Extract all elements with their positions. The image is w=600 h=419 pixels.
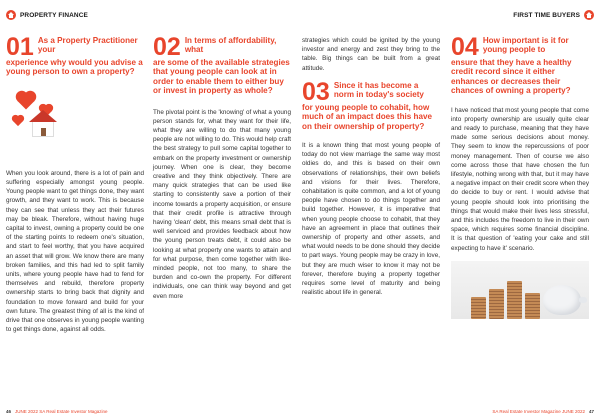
page-number: 47 [588, 409, 594, 414]
coins-piggy-bank-image [451, 261, 589, 319]
house-icon [32, 121, 54, 137]
question-heading-4 [451, 33, 589, 61]
question-text: Since it has become a norm in today's society [333, 80, 424, 100]
question-heading-3 [302, 77, 440, 106]
page-number: 46 [6, 409, 12, 414]
house-icon [584, 10, 594, 20]
coin-stack-icon [471, 297, 486, 319]
heart-icon [18, 92, 35, 109]
answer-body-4: I have noticed that most young people that come into property ownership are usually quite clear and ready to purchase, meaning that they have made some serious decisions about money. They seem to know the repercussions of poor money management. Then of course we also come across those that have chosen the fun lifestyle, nothing wrong with that, but it may have a negative impact on their credit score when they do decide to buy or rent. I would advise that young people should look into prioritising the things that would make their lives less stressful, and this includes the freedom to live in their own space, which requires some financial discipline. It is that question of 'eating your cake and still expecting to have it' scenario. [451, 106, 589, 252]
question-number: 03 [302, 77, 330, 106]
coin-stack-icon [525, 293, 540, 319]
section-title-right: FIRST TIME BUYERS [513, 11, 580, 19]
coin-stack-icon [507, 281, 522, 319]
question-number: 04 [451, 33, 479, 61]
question-text-continued: are some of the available strategies that young people can look at in order to enable them to either buy or invest in property as whole? [153, 58, 290, 96]
question-text-continued: ensure that they have a healthy credit record since it either enhances or decreases their chances of owning a property? [451, 58, 572, 96]
house-icon [6, 10, 16, 20]
question-number: 01 [6, 33, 34, 61]
question-heading-1 [6, 33, 144, 61]
question-text: In terms of affordability, what [184, 36, 277, 55]
footer-text: SA Real Estate Investor Magazine JUNE 2022 [492, 409, 585, 414]
question-text: How important is it for young people to [482, 36, 569, 55]
column-4 [451, 33, 589, 319]
question-text-continued: experience why would you advise a young person to own a property? [6, 58, 143, 77]
hearts-house-image [6, 83, 144, 161]
footer-text: JUNE 2022 SA Real Estate Investor Magazine [15, 409, 108, 414]
section-title-left: PROPERTY FINANCE [20, 11, 88, 19]
question-text-continued: for young people to cohabit, how much of an impact does this have on their ownership of property? [302, 102, 432, 131]
answer-body-2: The pivotal point is the 'knowing' of what a young person stands for, what they want for their life, what they are willing to do that many young people are not willing to do. This would help craft the best strategy to pull some capital together to embark on the property investment or ownership journey. When one is clear, they become creative and they think objectively. There are many quick strategies that can be used like starting to consistently save a portion of their income towards a property acquisition, or ensure that their credit profile is attractive through having 'clean' debt, this means small debt that is well serviced and provides feedback about how the young person treats debt, it could also be looking at what property one wants to attain and for what purpose, then come together with like-minded people, not too many, to share the burden and co-own the property. For different individuals, one can think way beyond and get even more [153, 108, 291, 300]
coin-stack-icon [489, 289, 504, 319]
header-right [513, 10, 594, 20]
header-left [6, 10, 88, 20]
heart-icon [13, 116, 23, 126]
answer-body-1: When you look around, there is a lot of pain and suffering especially amongst young people. Young people want to get things done, they want growth, and they want to work. This is because they can see that unless they act their futures may be bleak. Therefore, without having huge capital to invest, owning a property could be one of the starting points to redeem one's situation, and start to feel worthy, that you have acquired an asset that will grow. We know there are many broken families, and this had led to split family units, where young people have had to fend for themselves and rebuild, therefore property ownership starts to bring back that dignity and foundation to move forward and build for your own future. The greatest thing of all is the kind of drive that one observes in young people wanting to get things done, against all odds. [6, 169, 144, 334]
question-number: 02 [153, 33, 181, 61]
column-3 [302, 36, 440, 297]
column-2 [153, 33, 291, 301]
question-heading-2 [153, 33, 291, 61]
answer-body-2-continued: strategies which could be ignited by the young investor and energy and zest they bring to the table. Big things can be built from a great attitude. [302, 37, 440, 72]
footer-right [492, 409, 594, 414]
footer-left [6, 409, 108, 414]
piggy-bank-icon [543, 285, 581, 315]
question-text: As a Property Practitioner your [37, 36, 138, 55]
answer-body-3: It is a known thing that most young people of today do not view marriage the same way most oldies do, and this is based on their own observations of relationships, their own beliefs and visions for their lives. Therefore, cohabitation is quite common, and a lot of young people have chosen to do things together and build together. However, it is imperative that when young people choose to cohabit, that they have an agreement in place that outlines their ownership of property and other assets, and what would needs to be done should they decide to part ways. Young people may be crazy in love, but they are much wiser to know it may not be forever, therefore buying a property together requires some level of maturity and being realistic about life in general. [302, 142, 440, 297]
column-1 [6, 33, 144, 334]
